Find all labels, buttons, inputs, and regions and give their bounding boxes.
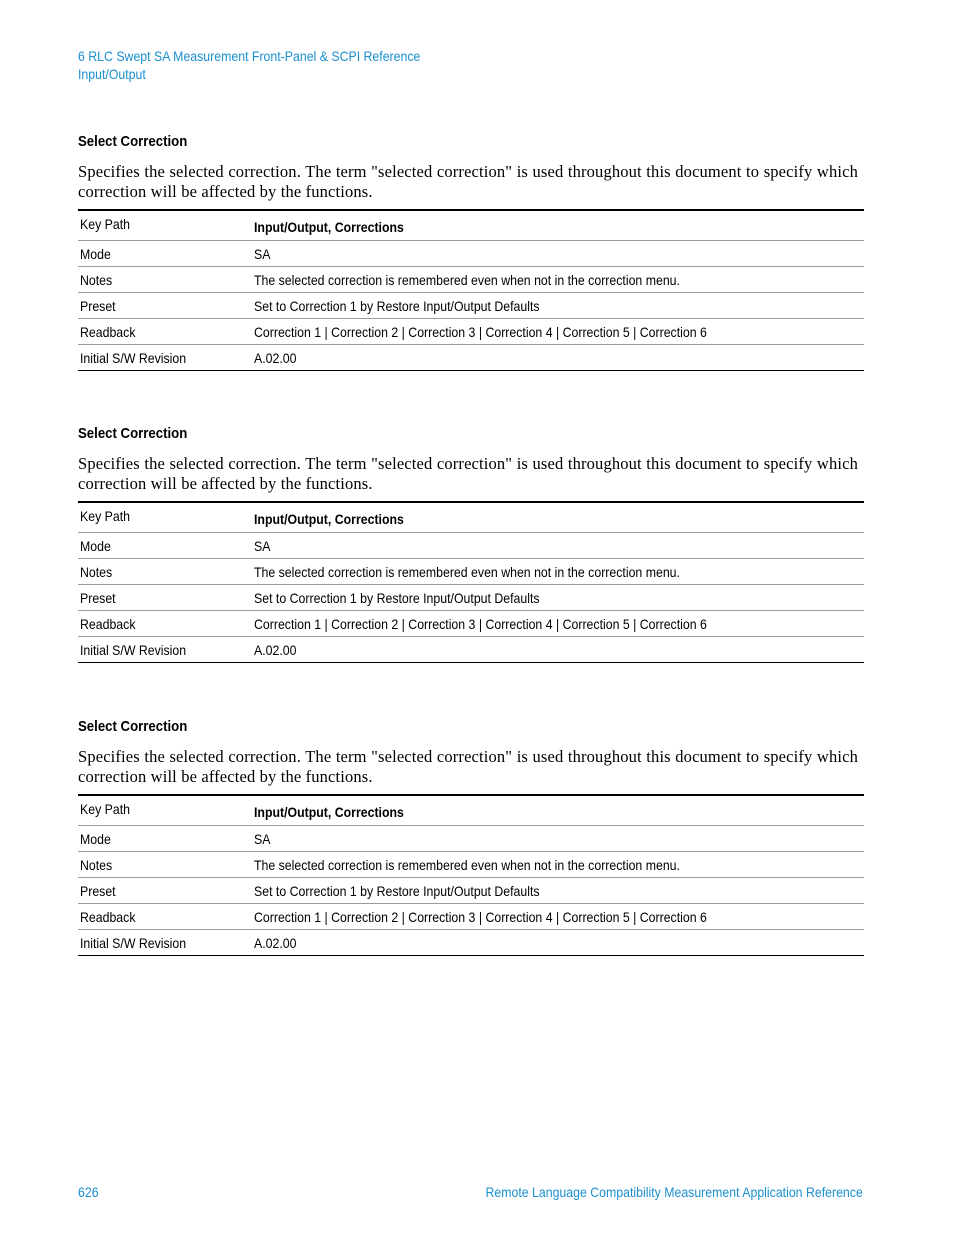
row-value: Set to Correction 1 by Restore Input/Output Defaults <box>254 298 540 314</box>
row-value: A.02.00 <box>254 350 297 366</box>
row-label: Preset <box>80 298 116 314</box>
row-value: Set to Correction 1 by Restore Input/Output Defaults <box>254 883 540 899</box>
row-label: Mode <box>80 538 111 554</box>
row-label: Readback <box>80 616 136 632</box>
row-value: SA <box>254 246 271 262</box>
row-value: Input/Output, Corrections <box>254 219 404 235</box>
table-row <box>78 533 864 559</box>
section-heading: Select Correction <box>78 718 188 735</box>
section-title: Input/Output <box>78 66 146 82</box>
row-value: The selected correction is remembered even when not in the correction menu. <box>254 857 680 873</box>
row-label: Notes <box>80 272 113 288</box>
table-row <box>78 293 864 319</box>
row-value: The selected correction is remembered even when not in the correction menu. <box>254 564 680 580</box>
row-value: A.02.00 <box>254 642 297 658</box>
running-header <box>78 47 420 83</box>
table-row <box>78 345 864 371</box>
section-heading: Select Correction <box>78 133 188 150</box>
table-row <box>78 852 864 878</box>
properties-table <box>78 794 864 956</box>
row-label: Key Path <box>80 216 131 232</box>
row-value: Correction 1 | Correction 2 | Correction 3 | Correction 4 | Correction 5 | Correction 6 <box>254 909 707 925</box>
chapter-title: 6 RLC Swept SA Measurement Front-Panel & SCPI Reference <box>78 48 421 64</box>
row-label: Mode <box>80 831 111 847</box>
row-label: Initial S/W Revision <box>80 350 187 366</box>
row-label: Initial S/W Revision <box>80 642 187 658</box>
row-label: Initial S/W Revision <box>80 935 187 951</box>
row-value: Correction 1 | Correction 2 | Correction 3 | Correction 4 | Correction 5 | Correction 6 <box>254 324 707 340</box>
row-label: Preset <box>80 590 116 606</box>
table-row <box>78 611 864 637</box>
table-row <box>78 930 864 956</box>
row-value: Set to Correction 1 by Restore Input/Output Defaults <box>254 590 540 606</box>
page-number: 626 <box>78 1184 99 1200</box>
row-value: SA <box>254 831 271 847</box>
row-value: Input/Output, Corrections <box>254 804 404 820</box>
row-label: Mode <box>80 246 111 262</box>
table-row <box>78 211 864 241</box>
row-label: Key Path <box>80 801 131 817</box>
table-row <box>78 319 864 345</box>
table-row <box>78 503 864 533</box>
row-label: Notes <box>80 857 113 873</box>
section-heading: Select Correction <box>78 425 188 442</box>
row-value: The selected correction is remembered even when not in the correction menu. <box>254 272 680 288</box>
section-description: Specifies the selected correction. The term "selected correction" is used throughout this document to specify which correction will be affected by the functions. <box>78 747 858 786</box>
table-row <box>78 904 864 930</box>
table-row <box>78 796 864 826</box>
table-row <box>78 637 864 663</box>
properties-table <box>78 209 864 371</box>
properties-table <box>78 501 864 663</box>
row-label: Readback <box>80 909 136 925</box>
table-row <box>78 878 864 904</box>
row-label: Notes <box>80 564 113 580</box>
row-value: Input/Output, Corrections <box>254 511 404 527</box>
document-title: Remote Language Compatibility Measurement Application Reference <box>485 1184 863 1200</box>
table-row <box>78 267 864 293</box>
row-value: Correction 1 | Correction 2 | Correction 3 | Correction 4 | Correction 5 | Correction 6 <box>254 616 707 632</box>
table-row <box>78 585 864 611</box>
row-value: SA <box>254 538 271 554</box>
row-label: Readback <box>80 324 136 340</box>
table-row <box>78 241 864 267</box>
section-description: Specifies the selected correction. The term "selected correction" is used throughout this document to specify which correction will be affected by the functions. <box>78 162 858 201</box>
table-row <box>78 826 864 852</box>
row-label: Preset <box>80 883 116 899</box>
row-value: A.02.00 <box>254 935 297 951</box>
table-row <box>78 559 864 585</box>
row-label: Key Path <box>80 508 131 524</box>
section-description: Specifies the selected correction. The term "selected correction" is used throughout this document to specify which correction will be affected by the functions. <box>78 454 858 493</box>
